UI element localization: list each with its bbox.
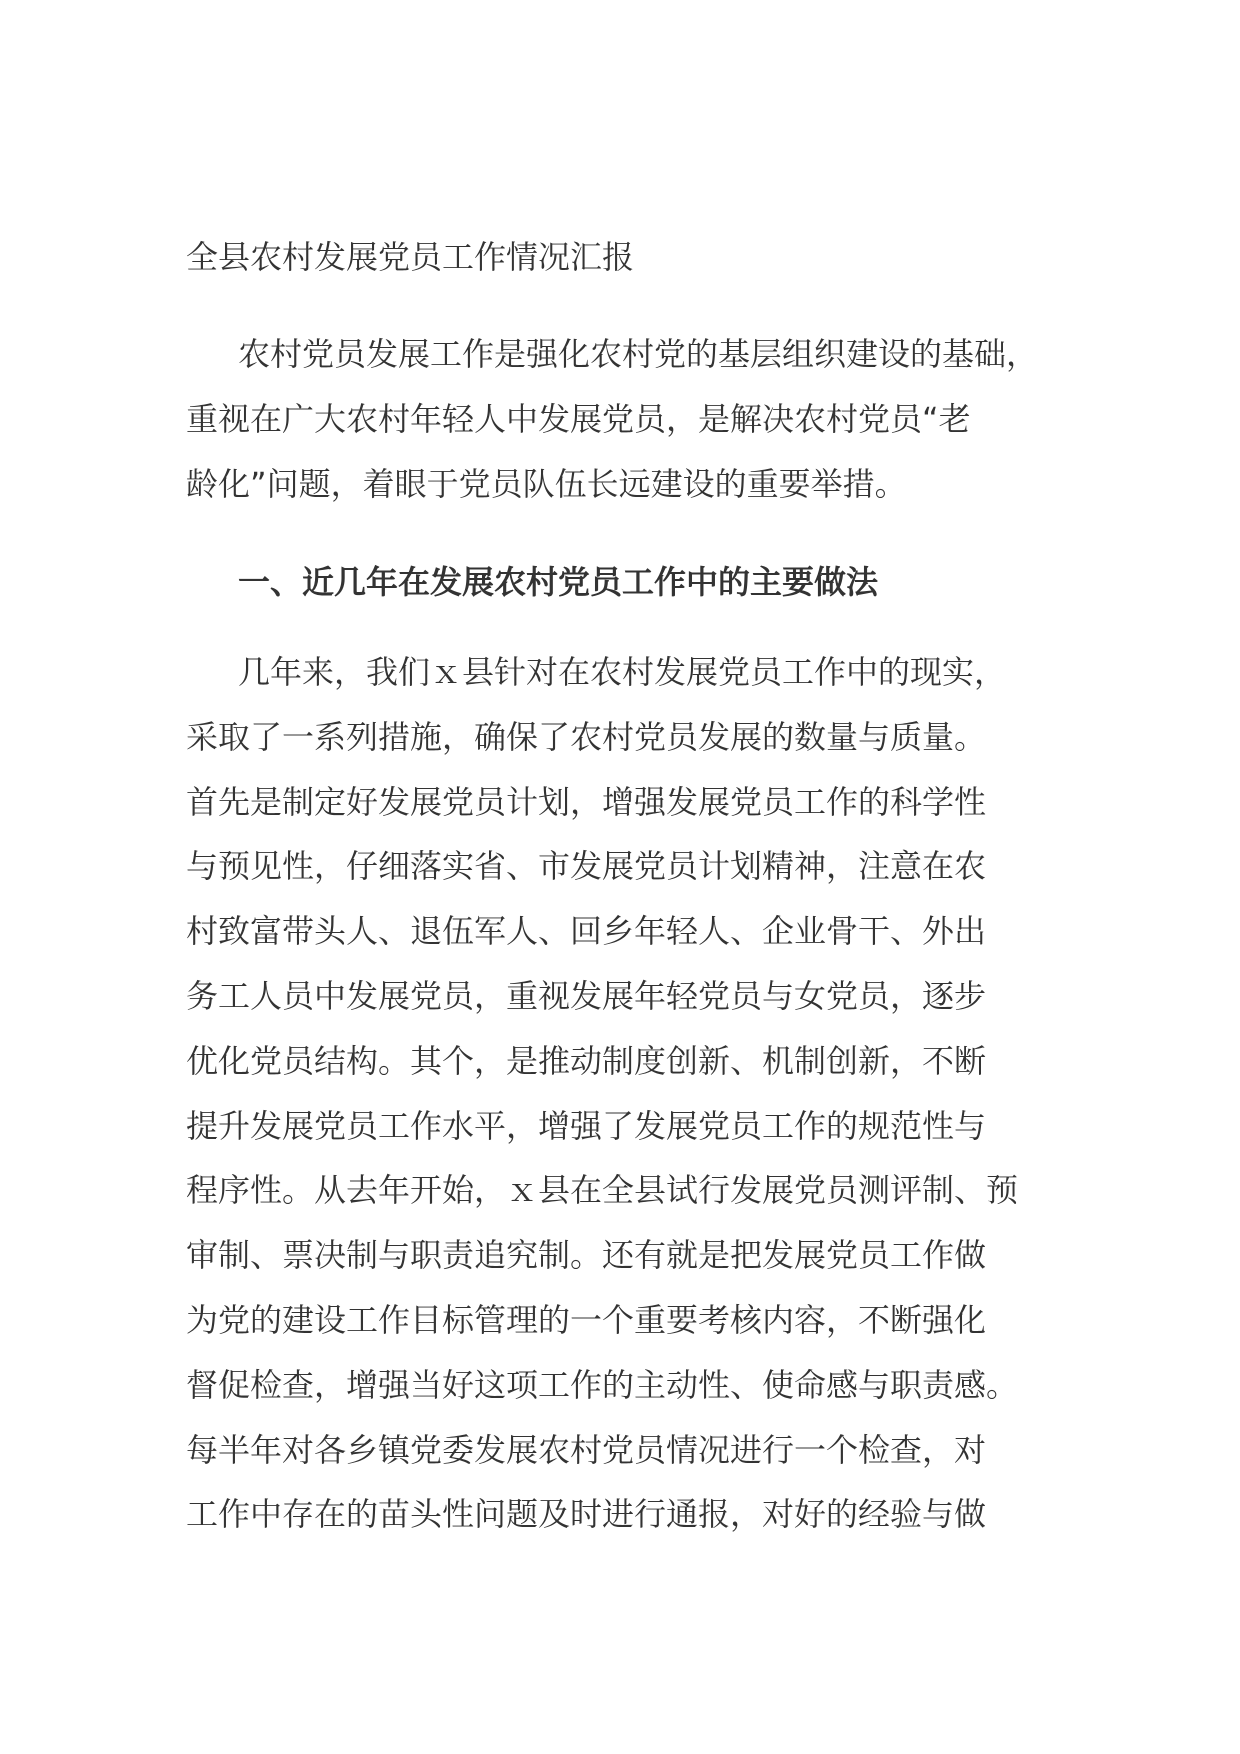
- paragraph-line: 采取了一系列措施，确保了农村党员发展的数量与质量。: [186, 717, 987, 756]
- paragraph-line: 几年来，我们ｘ县针对在农村发展党员工作中的现实，: [238, 653, 1007, 691]
- paragraph-line: 提升发展党员工作水平，增强了发展党员工作的规范性与: [186, 1106, 987, 1145]
- document-title: 全县农村发展党员工作情况汇报: [186, 238, 635, 276]
- section-heading: 一、近几年在发展农村党员工作中的主要做法: [238, 563, 879, 601]
- body-paragraph: [186, 640, 1086, 1547]
- paragraph-line: 农村党员发展工作是强化农村党的基层组织建设的基础，: [238, 335, 1039, 373]
- paragraph-line: 与预见性，仔细落实省、市发展党员计划精神，注意在农: [186, 847, 987, 886]
- intro-paragraph: [186, 322, 1086, 517]
- paragraph-line: 督促检查，增强当好这项工作的主动性、使命感与职责感。: [186, 1365, 1019, 1404]
- paragraph-line: 龄化”问题，着眼于党员队伍长远建设的重要举措。: [186, 465, 907, 503]
- paragraph-line: 村致富带头人、退伍军人、回乡年轻人、企业骨干、外出: [186, 912, 987, 951]
- paragraph-line: 每半年对各乡镇党委发展农村党员情况进行一个检查，对: [186, 1430, 987, 1469]
- paragraph-line: 程序性。从去年开始，ｘ县在全县试行发展党员测评制、预: [186, 1171, 1019, 1210]
- paragraph-line: 优化党员结构。其个，是推动制度创新、机制创新，不断: [186, 1041, 987, 1080]
- paragraph-line: 务工人员中发展党员，重视发展年轻党员与女党员，逐步: [186, 976, 987, 1015]
- paragraph-line: 工作中存在的苗头性问题及时进行通报，对好的经验与做: [186, 1495, 987, 1534]
- paragraph-line: 首先是制定好发展党员计划，增强发展党员工作的科学性: [186, 782, 987, 821]
- paragraph-line: 为党的建设工作目标管理的一个重要考核内容，不断强化: [186, 1300, 987, 1339]
- paragraph-line: 审制、票决制与职责追究制。还有就是把发展党员工作做: [186, 1236, 987, 1275]
- paragraph-line: 重视在广大农村年轻人中发展党员，是解决农村党员“老: [186, 400, 971, 438]
